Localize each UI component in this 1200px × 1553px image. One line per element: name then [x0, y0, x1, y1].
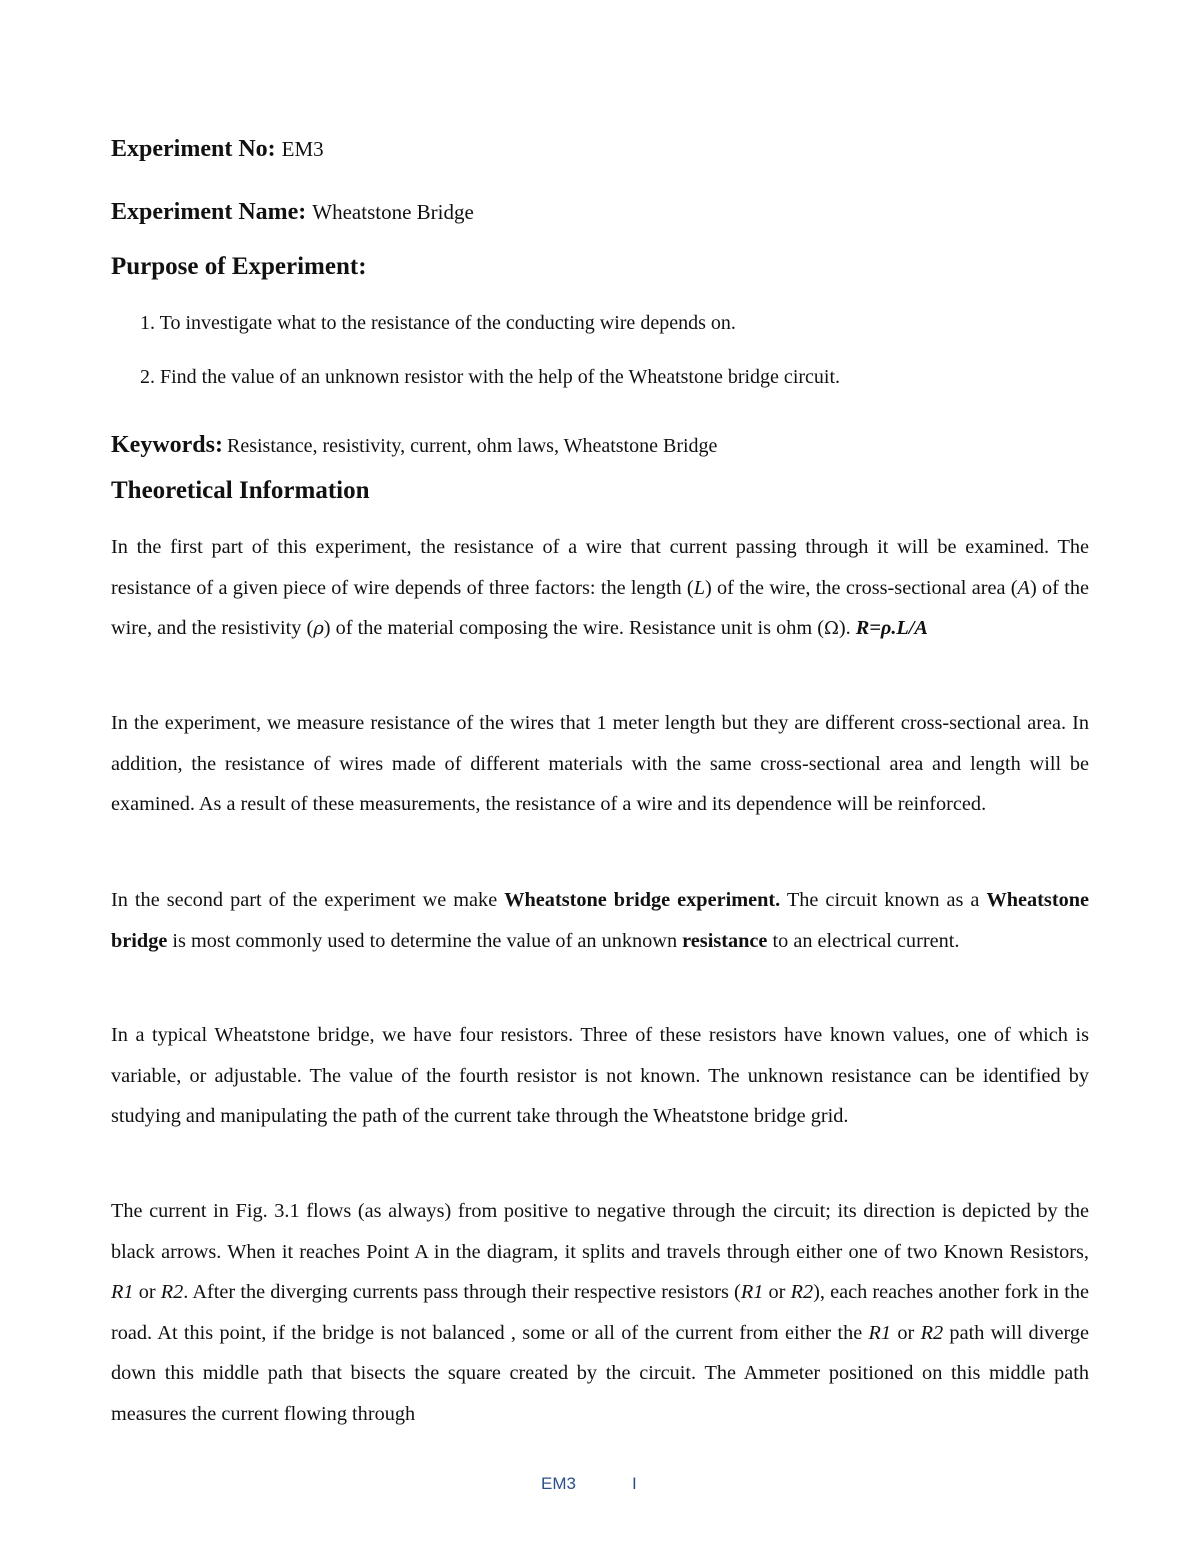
purpose-heading: Purpose of Experiment:	[111, 253, 367, 280]
resistor-label: R2	[160, 1281, 184, 1303]
text-run: In the first part of this experiment, the resistance of a wire that current passing through it will be examined. The resistance of a given piece of wire depends of three factors: the length (	[111, 536, 1089, 599]
symbol-area: A	[1017, 576, 1030, 599]
resistance-formula: R=ρ.L/A	[855, 617, 928, 639]
experiment-name	[111, 199, 474, 226]
experiment-name-label: Experiment Name:	[111, 199, 307, 225]
experiment-name-value: Wheatstone Bridge	[312, 200, 474, 224]
purpose-item-2: 2. Find the value of an unknown resistor with the help of the Wheatstone bridge circuit.	[140, 366, 841, 388]
text-run: . After the diverging currents pass through their respective resistors (	[183, 1281, 741, 1303]
text-run: In the second part of the experiment we make	[111, 889, 505, 911]
experiment-number	[111, 136, 324, 163]
experiment-number-value: EM3	[281, 137, 324, 161]
purpose-item-1: 1. To investigate what to the resistance of the conducting wire depends on.	[140, 312, 736, 334]
theory-paragraph-4: In a typical Wheatstone bridge, we have four resistors. Three of these resistors have known values, one of which is variable, or adjustable. The value of the fourth resistor is not known. The unknown resistance can be identified by studying and manipulating the path of the current take through the Wheatstone bridge grid.	[111, 1024, 1089, 1127]
theory-paragraph-1	[111, 527, 1089, 650]
resistor-label: R1	[111, 1281, 134, 1303]
text-run: The circuit known as a	[780, 889, 987, 911]
bold-term: resistance	[682, 929, 768, 952]
text-run: ).	[838, 617, 851, 639]
text-run: is most commonly used to determine the value of an unknown	[167, 929, 683, 952]
symbol-resistivity: ρ	[313, 618, 324, 639]
theory-paragraph-5	[111, 1191, 1089, 1434]
theory-paragraph-2: In the experiment, we measure resistance of the wires that 1 meter length but they are different cross-sectional area. In addition, the resistance of wires made of different materials with the same cross-sectional area and length will be examined. As a result of these measurements, the resistance of a wire and its dependence will be reinforced.	[111, 712, 1089, 815]
footer-code: EM3	[541, 1474, 576, 1493]
text-run: ), each reaches another fork in the road. At this point, if the bridge is not balanced , some or all of the current from either the	[111, 1281, 1089, 1344]
text-run: or	[763, 1281, 791, 1303]
text-run: to an electrical current.	[767, 929, 960, 952]
theory-paragraph-3	[111, 880, 1089, 961]
text-run: or	[133, 1281, 161, 1303]
resistor-label: R1	[868, 1321, 892, 1344]
experiment-number-label: Experiment No:	[111, 136, 276, 162]
text-run: The current in Fig. 3.1 flows (as always) from positive to negative through the circuit; its direction is depicted by the black arrows. When it reaches Point A in the diagram, it splits and travels through either one of two Known Resistors,	[111, 1200, 1089, 1263]
keywords-label: Keywords:	[111, 432, 223, 458]
keywords	[111, 432, 717, 459]
bold-term: Wheatstone bridge experiment.	[504, 889, 781, 911]
resistor-label: R1	[740, 1281, 764, 1303]
text-run: ) of the wire, and the resistivity (	[111, 576, 1089, 639]
keywords-value: Resistance, resistivity, current, ohm laws, Wheatstone Bridge	[226, 435, 718, 457]
symbol-ohm: Ω	[823, 618, 839, 639]
text-run: or	[891, 1321, 921, 1344]
resistor-label: R2	[790, 1281, 814, 1303]
resistor-label: R2	[920, 1321, 944, 1344]
theory-heading: Theoretical Information	[111, 477, 370, 504]
text-run: path will diverge down this middle path that bisects the square created by the circuit. The Ammeter positioned on this middle path measures the current flowing through	[111, 1321, 1089, 1425]
text-run: ) of the material composing the wire. Resistance unit is ohm (	[323, 617, 824, 639]
bold-term: Wheatstone bridge	[111, 889, 1089, 952]
footer-page-number: I	[632, 1474, 637, 1493]
text-run: ) of the wire, the cross-sectional area (	[704, 576, 1018, 599]
symbol-length: L	[693, 576, 705, 599]
